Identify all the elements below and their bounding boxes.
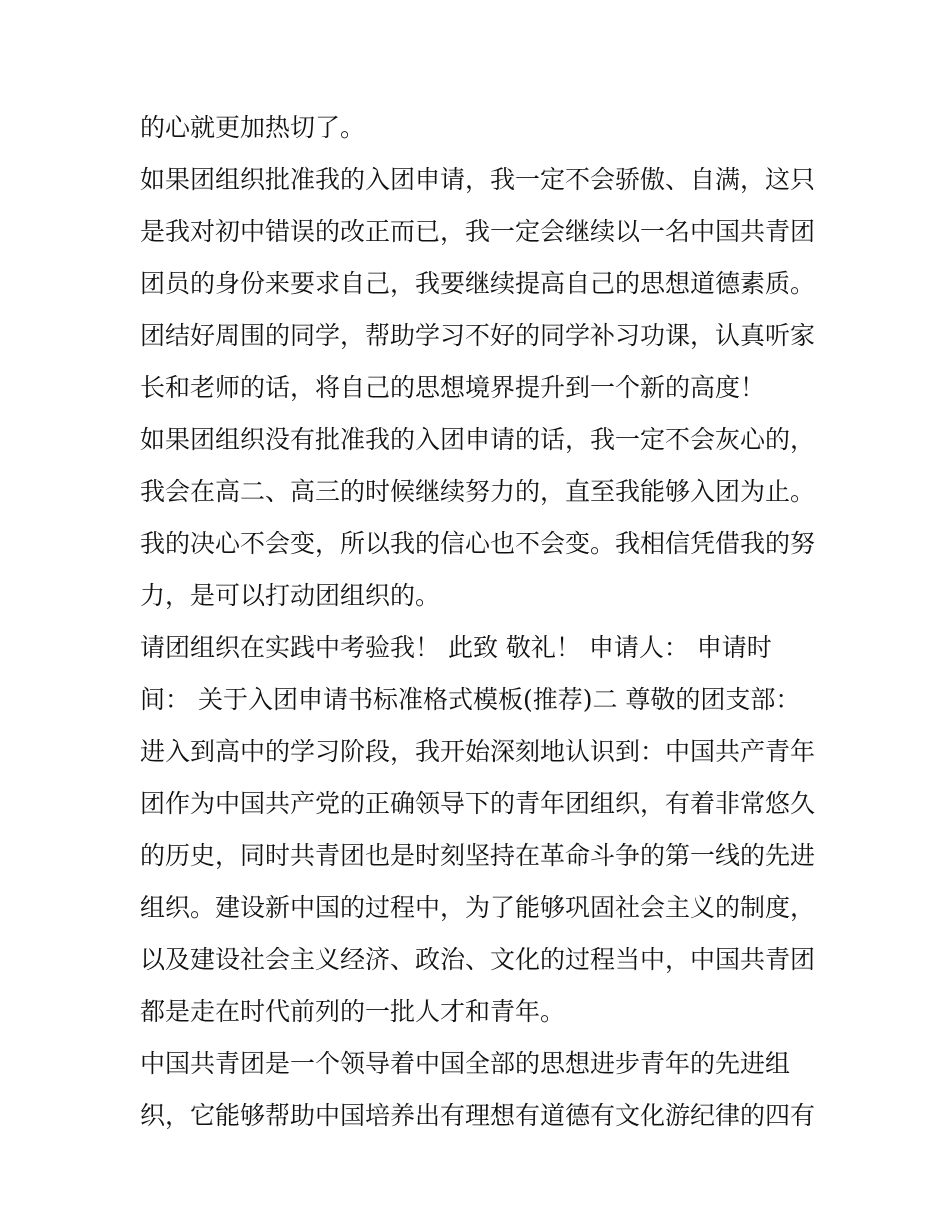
text-line: 请团组织在实践中考验我！ 此致 敬礼！ 申请人： 申请时 bbox=[140, 633, 772, 662]
text-line: 我会在高二、高三的时候继续努力的，直至我能够入团为止。 bbox=[140, 477, 816, 506]
text-line: 我的决心不会变，所以我的信心也不会变。我相信凭借我的努 bbox=[140, 529, 816, 558]
text-line: 的历史，同时共青团也是时刻坚持在革命斗争的第一线的先进 bbox=[140, 841, 816, 870]
text-line: 织，它能够帮助中国培养出有理想有道德有文化游纪律的四有 bbox=[140, 1101, 816, 1130]
text-line: 都是走在时代前列的一批人才和青年。 bbox=[140, 997, 566, 1026]
text-line: 是我对初中错误的改正而已，我一定会继续以一名中国共青团 bbox=[140, 217, 816, 246]
text-line: 团结好周围的同学，帮助学习不好的同学补习功课，认真听家 bbox=[140, 321, 816, 350]
text-line: 团作为中国共产党的正确领导下的青年团组织，有着非常悠久 bbox=[140, 789, 816, 818]
text-line: 团员的身份来要求自己，我要继续提高自己的思想道德素质。 bbox=[140, 269, 816, 298]
text-line: 力，是可以打动团组织的。 bbox=[140, 581, 441, 610]
text-line: 以及建设社会主义经济、政治、文化的过程当中，中国共青团 bbox=[140, 945, 816, 974]
text-line: 长和老师的话，将自己的思想境界提升到一个新的高度！ bbox=[140, 373, 766, 402]
text-line: 中国共青团是一个领导着中国全部的思想进步青年的先进组 bbox=[140, 1049, 791, 1078]
text-line: 的心就更加热切了。 bbox=[140, 113, 366, 142]
text-line: 进入到高中的学习阶段，我开始深刻地认识到：中国共产青年 bbox=[140, 737, 816, 766]
text-line: 如果团组织批准我的入团申请，我一定不会骄傲、自满，这只 bbox=[140, 165, 816, 194]
text-line: 间： 关于入团申请书标准格式模板(推荐)二 尊敬的团支部： bbox=[140, 685, 801, 714]
text-line: 组织。建设新中国的过程中，为了能够巩固社会主义的制度， bbox=[140, 893, 816, 922]
text-line: 如果团组织没有批准我的入团申请的话，我一定不会灰心的， bbox=[140, 425, 816, 454]
